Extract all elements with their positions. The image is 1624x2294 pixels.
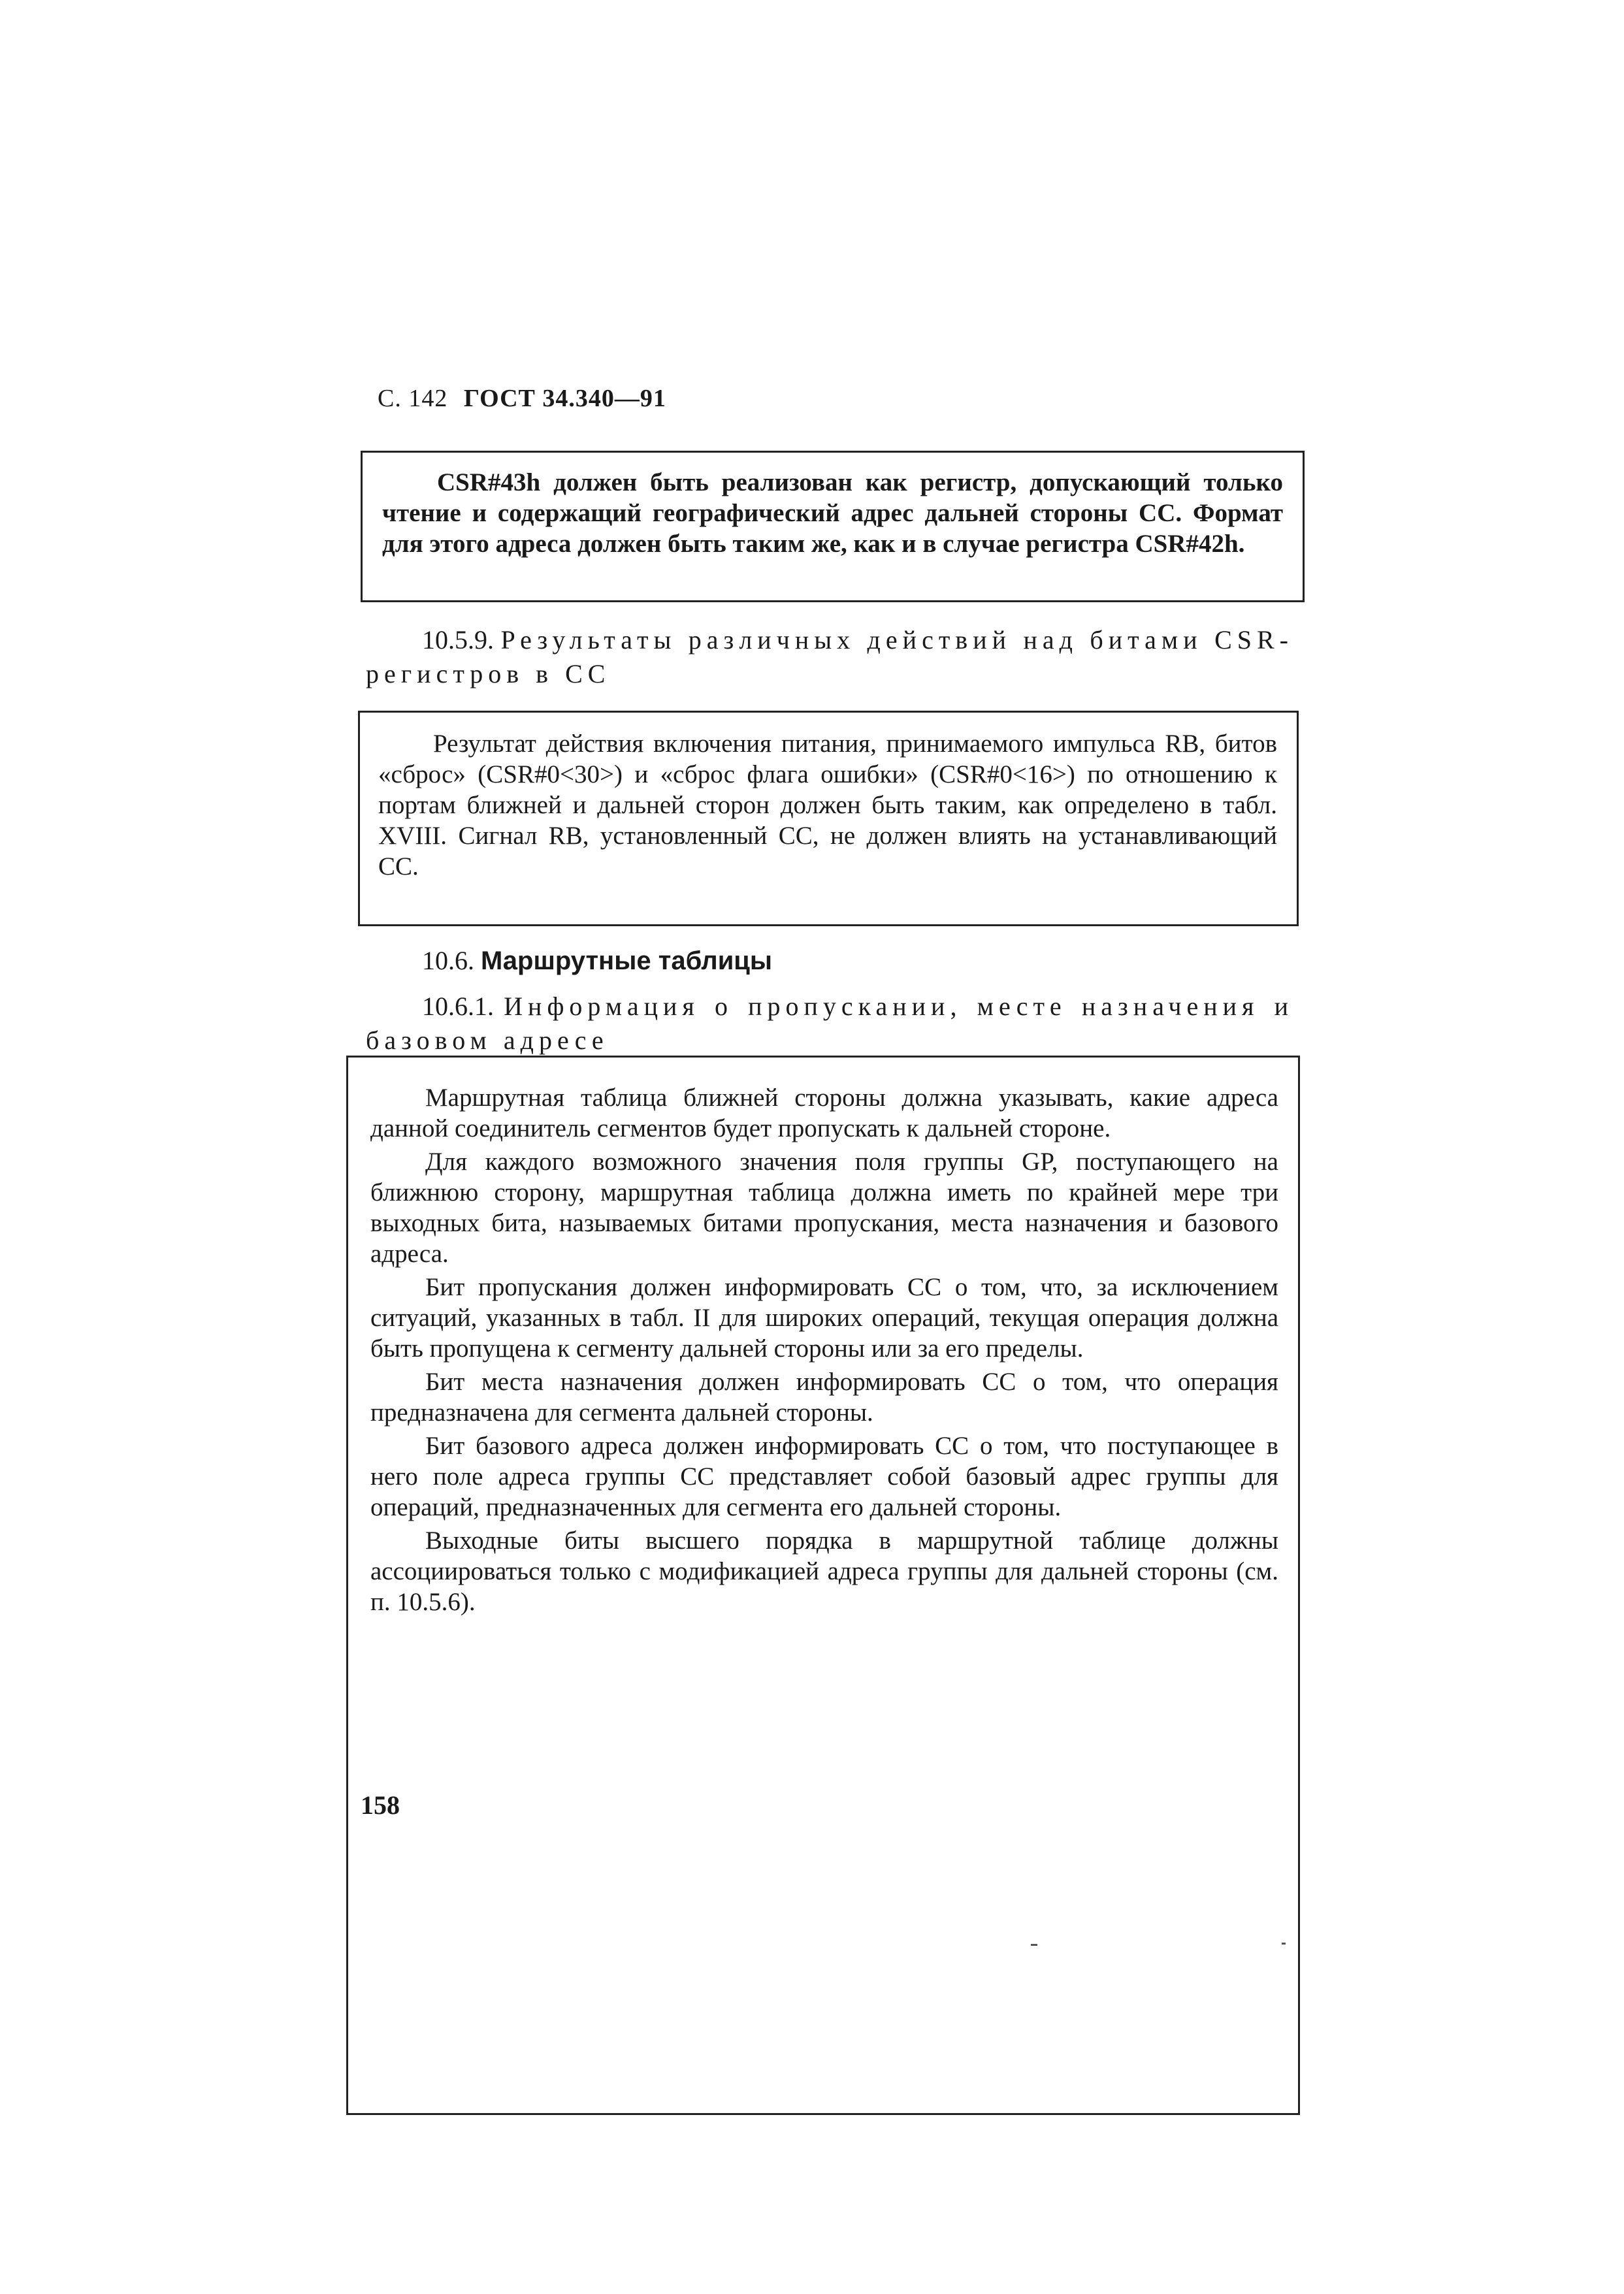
section-number: 10.6. — [422, 946, 474, 975]
paragraph: Для каждого возможного значения поля группы GP, поступающего на ближнюю сторону, маршрутная таблица должна иметь по крайней мере три выходных бита, называемых битами пропускания, места назначения и базового адреса. — [370, 1148, 1278, 1268]
section-title: Информация о пропускании, месте назначения и базовом адресе — [366, 992, 1294, 1055]
paragraph: Бит пропускания должен информировать СС о том, что, за исключением ситуаций, указанных в табл. II для широких операций, текущая операция должна быть пропущена к сегменту дальней стороны или за его пределы. — [370, 1273, 1278, 1363]
scan-speck — [1282, 1943, 1286, 1945]
section-heading-10-5-9 — [366, 623, 1293, 691]
section-number: 10.5.9. — [422, 625, 494, 654]
running-header — [378, 384, 666, 413]
section-title: Маршрутные таблицы — [481, 946, 773, 975]
header-page: С. 142 — [378, 385, 448, 412]
paragraph: CSR#43h должен быть реализован как регистр, допускающий только чтение и содержащий географический адрес дальней стороны СС. Формат для этого адреса должен быть таким же, как и в случае регистра CSR#42h. — [382, 468, 1283, 558]
section-heading-10-6 — [366, 944, 1293, 978]
paragraph: Бит базового адреса должен информировать СС о том, что поступающее в него поле адреса группы СС представляет собой базовый адрес группы для операций, предназначенных для сегмента его дальней стороны. — [370, 1432, 1278, 1521]
section-heading-10-6-1 — [366, 990, 1293, 1058]
framed-text-block-3 — [346, 1056, 1300, 2115]
paragraph: Бит места назначения должен информировать СС о том, что операция предназначена для сегмента дальней стороны. — [370, 1368, 1278, 1427]
paragraph: Маршрутная таблица ближней стороны должна указывать, какие адреса данной соединитель сегментов будет пропускать к дальней стороне. — [370, 1084, 1278, 1142]
framed-text-block-2 — [358, 711, 1299, 926]
scan-speck — [1031, 1944, 1037, 1946]
section-title: Результаты различных действий над битами CSR-регистров в СС — [366, 625, 1293, 688]
header-standard: ГОСТ 34.340—91 — [463, 385, 666, 412]
framed-text-block-1 — [361, 451, 1305, 602]
section-number: 10.6.1. — [422, 992, 494, 1021]
page-number: 158 — [361, 1790, 400, 1820]
paragraph: Выходные биты высшего порядка в маршрутной таблице должны ассоциироваться только с модификацией адреса группы для дальней стороны (см. п. 10.5.6). — [370, 1527, 1278, 1616]
paragraph: Результат действия включения питания, принимаемого импульса RB, битов «сброс» (CSR#0<30>) и «сброс флага ошибки» (CSR#0<16>) по отношению к портам ближней и дальней сторон должен быть таким, как определено в табл. XVIII. Сигнал RB, установленный СС, не должен влиять на устанавливающий СС. — [378, 730, 1277, 880]
